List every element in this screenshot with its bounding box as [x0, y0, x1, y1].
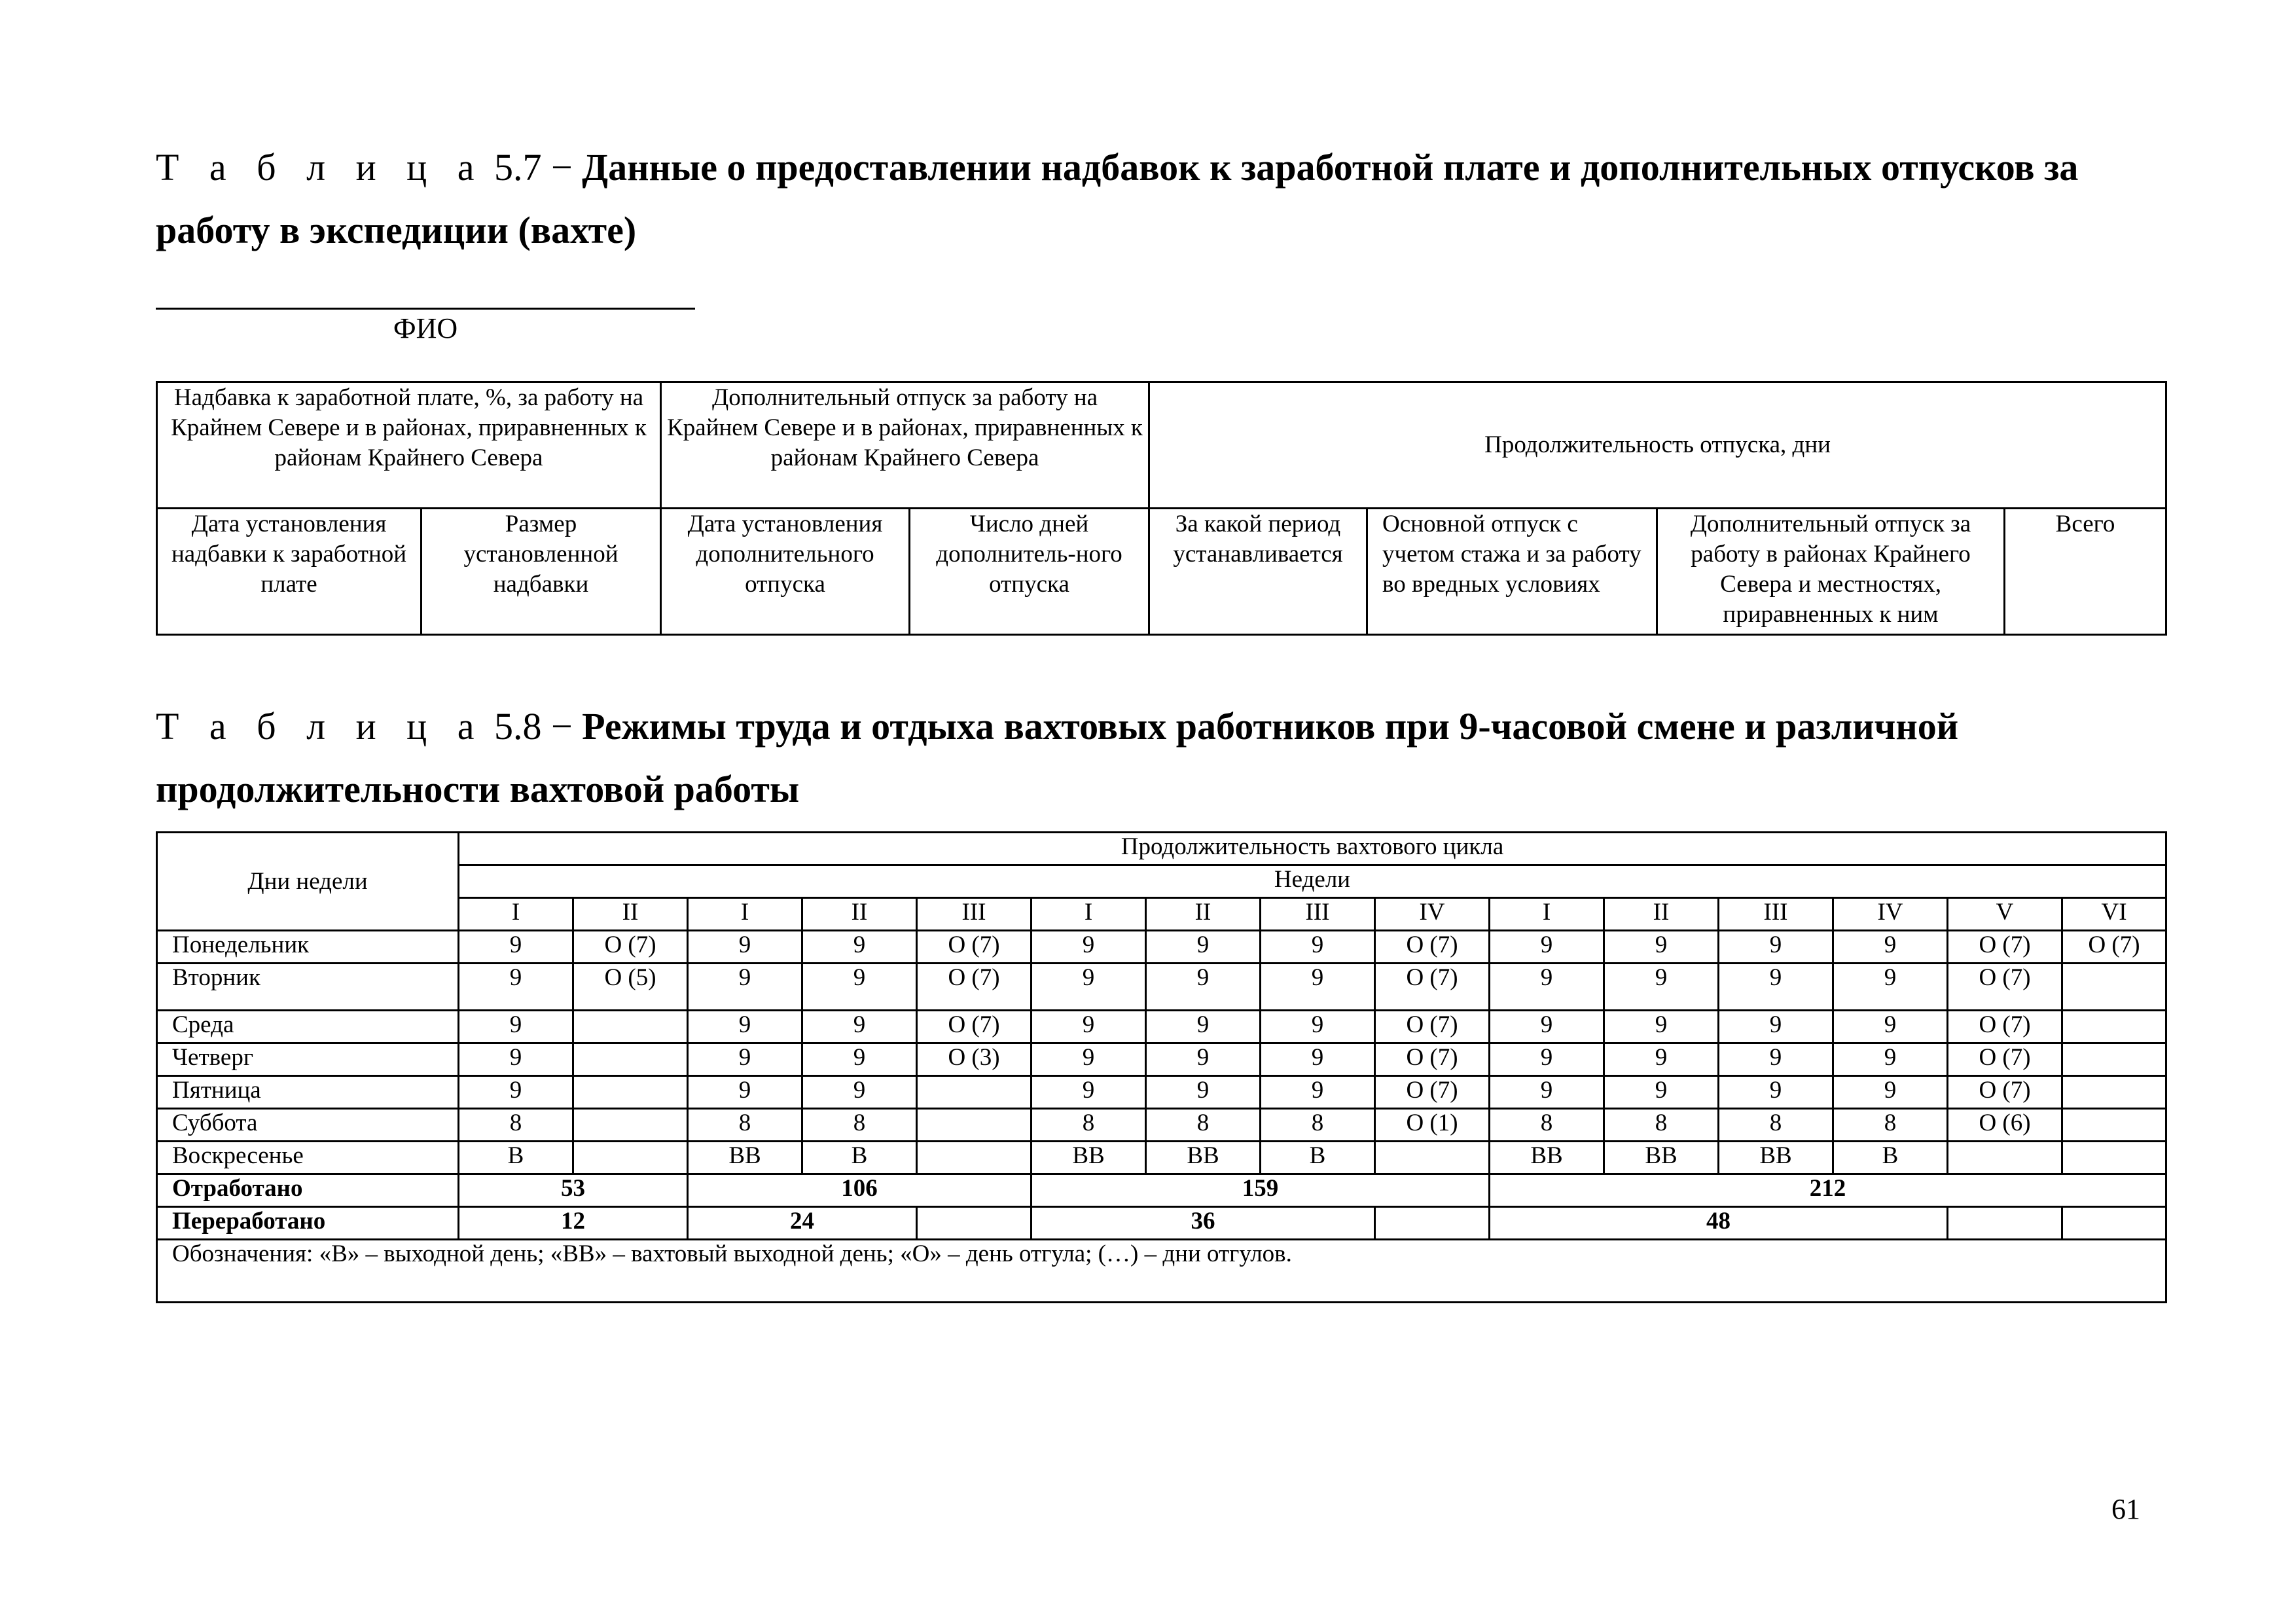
- schedule-cell: 8: [1490, 1109, 1604, 1142]
- overtime-label: Переработано: [157, 1207, 459, 1240]
- schedule-cell: 9: [802, 1076, 917, 1109]
- schedule-cell: [2062, 1109, 2166, 1142]
- schedule-cell: 9: [1146, 931, 1261, 964]
- schedule-cell: 9: [1719, 1076, 1833, 1109]
- week-number: IV: [1375, 898, 1490, 931]
- schedule-cell: В: [1833, 1142, 1948, 1174]
- schedule-cell: [2062, 1076, 2166, 1109]
- schedule-cell: 8: [1604, 1109, 1719, 1142]
- schedule-cell: 9: [1719, 964, 1833, 1011]
- schedule-cell: [2062, 1043, 2166, 1076]
- schedule-cell: 9: [1261, 931, 1375, 964]
- caption-title: Данные о предоставлении надбавок к заработной плате и дополнительных отпусков за работу в экспедиции (вахте): [156, 146, 2079, 251]
- table-5-8-caption: [156, 695, 2159, 821]
- schedule-cell: ВВ: [1719, 1142, 1833, 1174]
- table-5-7: [156, 381, 2167, 636]
- schedule-cell: 8: [1031, 1109, 1146, 1142]
- fio-label: ФИО: [393, 312, 458, 344]
- schedule-cell: 9: [802, 1043, 917, 1076]
- schedule-cell: О (7): [573, 931, 688, 964]
- schedule-cell: 8: [688, 1109, 802, 1142]
- schedule-cell: 8: [1261, 1109, 1375, 1142]
- week-number: I: [1490, 898, 1604, 931]
- day-name: Четверг: [157, 1043, 459, 1076]
- schedule-cell: 9: [1604, 1076, 1719, 1109]
- overtime-total: 36: [1031, 1207, 1375, 1240]
- schedule-cell: 9: [1604, 1011, 1719, 1043]
- empty-cell: [2062, 1207, 2166, 1240]
- weeks-header: Недели: [459, 865, 2166, 898]
- schedule-cell: 9: [688, 1011, 802, 1043]
- schedule-cell: О (7): [1948, 1011, 2062, 1043]
- schedule-cell: О (7): [917, 964, 1031, 1011]
- table-5-8: [156, 831, 2167, 1303]
- schedule-cell: 9: [688, 1043, 802, 1076]
- schedule-cell: О (7): [917, 1011, 1031, 1043]
- week-number: II: [802, 898, 917, 931]
- schedule-cell: 8: [802, 1109, 917, 1142]
- schedule-cell: О (3): [917, 1043, 1031, 1076]
- extra-leave-days-header: Число дней дополнитель-ного отпуска: [910, 509, 1149, 635]
- schedule-cell: [573, 1043, 688, 1076]
- worked-row: [157, 1174, 2166, 1207]
- schedule-cell: О (7): [917, 931, 1031, 964]
- schedule-cell: 9: [1146, 1043, 1261, 1076]
- table-row: [157, 1011, 2166, 1043]
- caption-number: 5.7 −: [484, 146, 583, 189]
- schedule-cell: 9: [1833, 931, 1948, 964]
- schedule-cell: ВВ: [1031, 1142, 1146, 1174]
- allowance-size-header: Размер установленной надбавки: [422, 509, 661, 635]
- schedule-cell: 9: [1146, 964, 1261, 1011]
- schedule-cell: 9: [459, 1076, 573, 1109]
- week-number: IV: [1833, 898, 1948, 931]
- worked-total: 106: [688, 1174, 1031, 1207]
- schedule-cell: 9: [688, 1076, 802, 1109]
- schedule-cell: 9: [688, 931, 802, 964]
- extra-leave-group-header: Дополнительный отпуск за работу на Крайнем Севере и в районах, приравненных к районам Крайнего Севера: [661, 382, 1149, 509]
- legend-notes: Обозначения: «В» – выходной день; «ВВ» – вахтовый выходной день; «О» – день отгула; (…) – дни отгулов.: [157, 1240, 2166, 1303]
- worked-total: 212: [1490, 1174, 2166, 1207]
- overtime-total: 48: [1490, 1207, 1948, 1240]
- schedule-cell: 8: [1146, 1109, 1261, 1142]
- schedule-cell: В: [1261, 1142, 1375, 1174]
- week-number: III: [1719, 898, 1833, 931]
- week-number: II: [1146, 898, 1261, 931]
- schedule-cell: 8: [1719, 1109, 1833, 1142]
- schedule-cell: [2062, 1011, 2166, 1043]
- schedule-cell: ВВ: [688, 1142, 802, 1174]
- schedule-cell: 9: [1604, 931, 1719, 964]
- week-number: I: [459, 898, 573, 931]
- overtime-row: [157, 1207, 2166, 1240]
- schedule-cell: О (7): [1375, 1076, 1490, 1109]
- table-row: [157, 1076, 2166, 1109]
- table-row: [157, 1142, 2166, 1174]
- day-name: Понедельник: [157, 931, 459, 964]
- week-number: II: [1604, 898, 1719, 931]
- schedule-cell: 9: [459, 931, 573, 964]
- schedule-cell: О (7): [1948, 1076, 2062, 1109]
- table-row: [157, 1109, 2166, 1142]
- schedule-cell: 9: [1261, 1011, 1375, 1043]
- week-number: III: [917, 898, 1031, 931]
- week-numbers-row: [157, 898, 2166, 931]
- day-name: Пятница: [157, 1076, 459, 1109]
- caption-number: 5.8 −: [484, 705, 583, 748]
- schedule-cell: О (1): [1375, 1109, 1490, 1142]
- schedule-cell: [2062, 1142, 2166, 1174]
- schedule-cell: [573, 1142, 688, 1174]
- caption-prefix: Т а б л и ц а: [156, 705, 485, 748]
- north-leave-header: Дополнительный отпуск за работу в районах Крайнего Севера и местностях, приравненных к ним: [1657, 509, 2005, 635]
- schedule-cell: ВВ: [1490, 1142, 1604, 1174]
- schedule-cell: 9: [1490, 1043, 1604, 1076]
- week-number: VI: [2062, 898, 2166, 931]
- empty-cell: [1948, 1207, 2062, 1240]
- allowance-group-header: Надбавка к заработной плате, %, за работу на Крайнем Севере и в районах, приравненных к районам Крайнего Севера: [157, 382, 661, 509]
- leave-duration-group-header: Продолжительность отпуска, дни: [1149, 382, 2166, 509]
- schedule-cell: [1948, 1142, 2062, 1174]
- schedule-cell: 9: [1261, 1043, 1375, 1076]
- schedule-cell: [917, 1076, 1031, 1109]
- notes-row: [157, 1240, 2166, 1303]
- week-number: I: [1031, 898, 1146, 931]
- schedule-cell: 9: [1031, 1043, 1146, 1076]
- schedule-cell: [2062, 964, 2166, 1011]
- schedule-cell: 9: [459, 964, 573, 1011]
- schedule-cell: 9: [1833, 1076, 1948, 1109]
- day-name: Воскресенье: [157, 1142, 459, 1174]
- schedule-cell: О (7): [1948, 931, 2062, 964]
- schedule-cell: О (5): [573, 964, 688, 1011]
- schedule-cell: 9: [1490, 1011, 1604, 1043]
- schedule-cell: 9: [1031, 931, 1146, 964]
- schedule-cell: 8: [459, 1109, 573, 1142]
- schedule-cell: О (7): [1375, 1043, 1490, 1076]
- empty-cell: [1375, 1207, 1490, 1240]
- schedule-cell: 9: [1031, 1011, 1146, 1043]
- schedule-cell: [573, 1109, 688, 1142]
- table-row: [157, 1043, 2166, 1076]
- total-header: Всего: [2005, 509, 2166, 635]
- table-row: [157, 964, 2166, 1011]
- schedule-cell: 9: [1719, 1043, 1833, 1076]
- schedule-cell: 9: [459, 1043, 573, 1076]
- allowance-date-header: Дата установления надбавки к заработной плате: [157, 509, 422, 635]
- day-name: Вторник: [157, 964, 459, 1011]
- schedule-cell: 9: [802, 1011, 917, 1043]
- fio-signature-line: [156, 308, 695, 310]
- schedule-cell: 9: [1490, 1076, 1604, 1109]
- schedule-cell: О (6): [1948, 1109, 2062, 1142]
- schedule-cell: О (7): [1375, 1011, 1490, 1043]
- schedule-cell: 9: [1146, 1076, 1261, 1109]
- schedule-cell: 9: [1833, 964, 1948, 1011]
- schedule-cell: 9: [1719, 931, 1833, 964]
- schedule-cell: 9: [459, 1011, 573, 1043]
- worked-label: Отработано: [157, 1174, 459, 1207]
- schedule-cell: 9: [688, 964, 802, 1011]
- day-name: Среда: [157, 1011, 459, 1043]
- schedule-cell: 9: [1604, 1043, 1719, 1076]
- period-header: За какой период устанавливается: [1149, 509, 1367, 635]
- schedule-cell: О (7): [1948, 964, 2062, 1011]
- schedule-cell: 9: [1833, 1011, 1948, 1043]
- schedule-cell: [573, 1076, 688, 1109]
- extra-leave-date-header: Дата установления дополнительного отпуска: [661, 509, 910, 635]
- caption-title: Режимы труда и отдыха вахтовых работников при 9-часовой смене и различной продолжительности вахтовой работы: [156, 705, 1959, 810]
- schedule-cell: 9: [1490, 931, 1604, 964]
- schedule-cell: 9: [1719, 1011, 1833, 1043]
- empty-cell: [917, 1207, 1031, 1240]
- worked-total: 159: [1031, 1174, 1490, 1207]
- overtime-total: 24: [688, 1207, 917, 1240]
- schedule-cell: 9: [1604, 964, 1719, 1011]
- schedule-cell: 8: [1833, 1109, 1948, 1142]
- schedule-cell: 9: [802, 931, 917, 964]
- overtime-total: 12: [459, 1207, 688, 1240]
- schedule-cell: 9: [1146, 1011, 1261, 1043]
- schedule-cell: О (7): [1375, 931, 1490, 964]
- week-number: II: [573, 898, 688, 931]
- schedule-cell: 9: [1261, 964, 1375, 1011]
- schedule-cell: 9: [1031, 1076, 1146, 1109]
- schedule-cell: 9: [1031, 964, 1146, 1011]
- cycle-header: Продолжительность вахтового цикла: [459, 833, 2166, 865]
- week-number: III: [1261, 898, 1375, 931]
- schedule-cell: 9: [802, 964, 917, 1011]
- days-header: Дни недели: [157, 833, 459, 931]
- schedule-cell: [917, 1142, 1031, 1174]
- schedule-cell: [573, 1011, 688, 1043]
- schedule-cell: О (7): [1948, 1043, 2062, 1076]
- main-leave-header: Основной отпуск с учетом стажа и за работу во вредных условиях: [1367, 509, 1657, 635]
- worked-total: 53: [459, 1174, 688, 1207]
- schedule-cell: О (7): [2062, 931, 2166, 964]
- schedule-cell: В: [802, 1142, 917, 1174]
- day-name: Суббота: [157, 1109, 459, 1142]
- schedule-cell: [917, 1109, 1031, 1142]
- caption-prefix: Т а б л и ц а: [156, 146, 485, 189]
- page-number: 61: [2111, 1493, 2140, 1525]
- schedule-cell: 9: [1490, 964, 1604, 1011]
- schedule-cell: В: [459, 1142, 573, 1174]
- table-row: [157, 931, 2166, 964]
- table-5-7-caption: [156, 136, 2159, 262]
- schedule-cell: [1375, 1142, 1490, 1174]
- schedule-cell: 9: [1261, 1076, 1375, 1109]
- schedule-cell: ВВ: [1146, 1142, 1261, 1174]
- week-number: V: [1948, 898, 2062, 931]
- schedule-cell: О (7): [1375, 964, 1490, 1011]
- week-number: I: [688, 898, 802, 931]
- schedule-cell: ВВ: [1604, 1142, 1719, 1174]
- schedule-cell: 9: [1833, 1043, 1948, 1076]
